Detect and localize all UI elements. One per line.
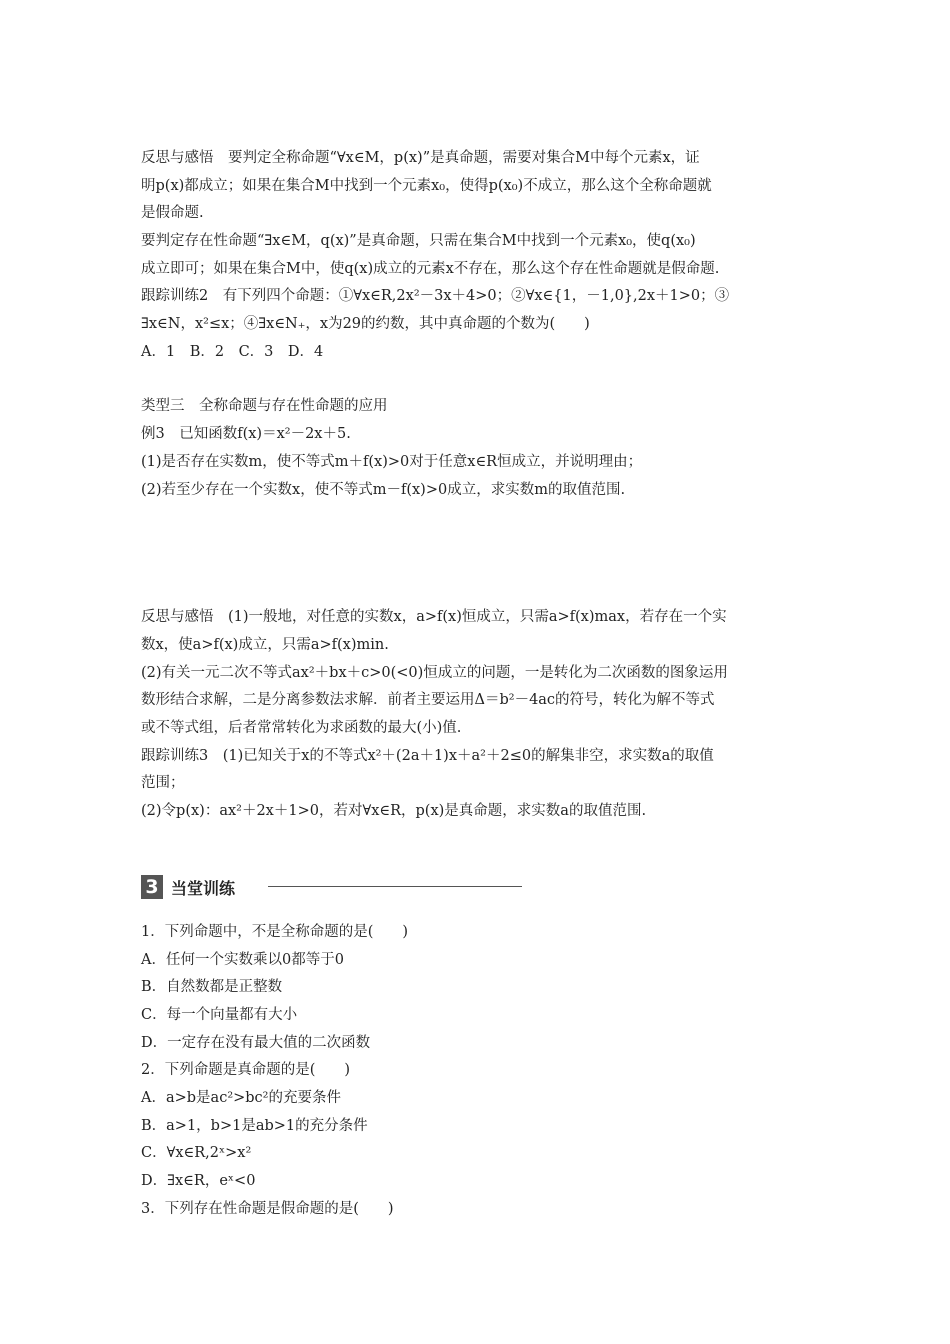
section-rule	[268, 886, 522, 887]
option-line: B．自然数都是正整数	[141, 979, 283, 995]
option-line: D．∃x∈R，eˣ<0	[141, 1173, 256, 1189]
text-line: 跟踪训练3 (1)已知关于x的不等式x²＋(2a＋1)x＋a²＋2≤0的解集非空，求实数a的取值	[141, 748, 714, 764]
heading: 类型三 全称命题与存在性命题的应用	[141, 398, 388, 414]
text-line: 或不等式组，后者常常转化为求函数的最大(小)值.	[141, 720, 462, 736]
option-line: B．a>1，b>1是ab>1的充分条件	[141, 1118, 368, 1134]
option-line: D．一定存在没有最大值的二次函数	[141, 1035, 371, 1051]
text-line: 要判定存在性命题“∃x∈M，q(x)”是真命题，只需在集合M中找到一个元素x₀，使q(x₀)	[141, 233, 696, 249]
text-line: 是假命题.	[141, 205, 204, 221]
text-line: (1)是否存在实数m，使不等式m＋f(x)>0对于任意x∈R恒成立，并说明理由；	[141, 454, 643, 470]
question-line: 2．下列命题是真命题的是( )	[141, 1062, 351, 1078]
text-line: 数形结合求解，二是分离参数法求解．前者主要运用Δ＝b²－4ac的符号，转化为解不等式	[141, 692, 715, 708]
text-line: 成立即可；如果在集合M中，使q(x)成立的元素x不存在，那么这个存在性命题就是假命题.	[141, 261, 720, 277]
text-line: (2)有关一元二次不等式ax²＋bx＋c>0(<0)恒成立的问题，一是转化为二次函数的图象运用	[141, 665, 728, 681]
text-line: 范围；	[141, 775, 185, 791]
text-line: (2)若至少存在一个实数x，使不等式m－f(x)>0成立，求实数m的取值范围.	[141, 482, 626, 498]
text-line: A．1 B．2 C．3 D．4	[141, 344, 324, 360]
option-line: C．每一个向量都有大小	[141, 1007, 298, 1023]
text-line: (2)令p(x)：ax²＋2x＋1>0，若对∀x∈R，p(x)是真命题，求实数a的取值范围.	[141, 803, 647, 819]
question-line: 1．下列命题中，不是全称命题的是( )	[141, 924, 409, 940]
section-header	[141, 874, 235, 900]
option-line: A．a>b是ac²>bc²的充要条件	[141, 1090, 341, 1106]
section-number-badge: 3	[141, 875, 163, 899]
option-line: A．任何一个实数乘以0都等于0	[141, 952, 344, 968]
text-line: 跟踪训练2 有下列四个命题：①∀x∈R,2x²－3x＋4>0；②∀x∈{1，－1,0},2x＋1>0；③	[141, 288, 730, 304]
text-line: ∃x∈N，x²≤x；④∃x∈N₊，x为29的约数，其中真命题的个数为( )	[141, 316, 590, 332]
option-line: C．∀x∈R,2ˣ>x²	[141, 1145, 252, 1161]
text-line: 反思与感悟 (1)一般地，对任意的实数x，a>f(x)恒成立，只需a>f(x)max，若存在一个实	[141, 609, 727, 625]
text-line: 例3 已知函数f(x)＝x²－2x＋5.	[141, 426, 351, 442]
text-line: 明p(x)都成立；如果在集合M中找到一个元素x₀，使得p(x₀)不成立，那么这个全称命题就	[141, 178, 712, 194]
text-line: 反思与感悟 要判定全称命题“∀x∈M，p(x)”是真命题，需要对集合M中每个元素x，证	[141, 150, 700, 166]
section-title: 当堂训练	[171, 878, 236, 898]
text-line: 数x，使a>f(x)成立，只需a>f(x)min.	[141, 637, 389, 653]
question-line: 3．下列存在性命题是假命题的是( )	[141, 1201, 394, 1217]
